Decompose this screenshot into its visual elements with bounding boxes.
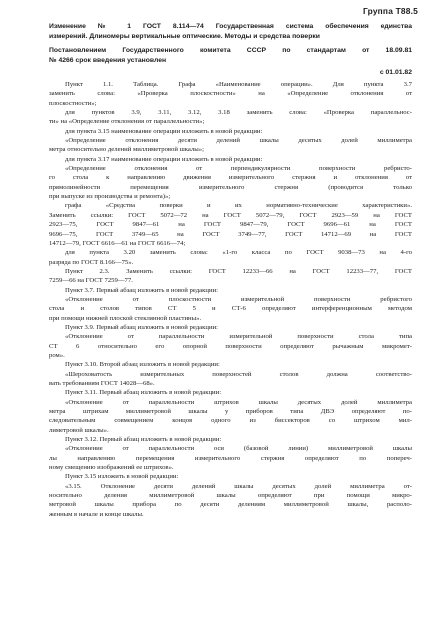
text-line: «Отклонение от параллельности измерительной поверхности стола типа: [65, 333, 412, 341]
text-line: 2923—75, ГОСТ 9847—61 на ГОСТ 9847—79, ГОСТ 9696—61 на ГОСТ: [49, 221, 412, 229]
text-line: для пунктов 3.9, 3.11, 3.12, 3.18 заменить слова: «Проверка параллельнос-: [65, 109, 412, 117]
text-line: при выпуске из производства и ремонта)»;: [49, 193, 171, 201]
document-body: [49, 80, 412, 519]
document-content: [49, 22, 412, 519]
text-line: метра штрихам миллиметровой шкалы у приборов типа ДВЭ определяют по-: [49, 408, 412, 416]
text-line: вать требованиям ГОСТ 14028—68».: [49, 380, 155, 387]
text-line: «Определение отклонения десяти делений шкалы десятых долей миллиметра: [65, 137, 412, 145]
text-line: разряда по ГОСТ 8.166—75».: [49, 258, 134, 266]
text-line: стола и столов типов СТ 5 и СТ-6 определяют интерференционным методом: [49, 305, 412, 313]
text-line: Пункт 3.11. Первый абзац изложить в новой редакции:: [65, 389, 222, 397]
text-line: «Определение отклонения от перпендикулярности поверхности ребристо-: [65, 165, 412, 173]
text-line: метровой шкалы прибора по десяти делениям миллиметровой шкалы, располо-: [49, 501, 412, 509]
header-line: измерений. Длиномеры вертикальные оптические. Методы и средства поверки: [49, 33, 320, 40]
text-line: лиметровой шкалы».: [49, 426, 109, 434]
text-line: «Отклонение от параллельности штрихов шкалы десятых долей миллиметра: [65, 398, 412, 406]
text-line: Пункт 3.10. Второй абзац изложить в новой редакции:: [65, 361, 220, 369]
effective-date: с 01.01.82: [379, 69, 412, 76]
text-line: Пункт 2.3. Заменить ссылки: ГОСТ 12233—66 на ГОСТ 12233—77, ГОСТ: [65, 267, 412, 275]
text-line: носительно деления миллиметровой шкалы определяют при помощи микро-: [49, 492, 412, 500]
text-line: 7259—66 на ГОСТ 7259—77.: [49, 277, 133, 285]
text-line: для пункта 3.15 наименование операции изложить в новой редакции:: [65, 127, 263, 135]
text-line: 9696—75, ГОСТ 3749—65 на ГОСТ 3749—77, ГОСТ 14712—69 на ГОСТ: [49, 230, 412, 238]
text-line: «3.15. Отклонение десяти делений шкалы десятых долей миллиметра от-: [65, 482, 412, 490]
header-line: Изменение № 1 ГОСТ 8.114—74 Государственная система обеспечения единства: [49, 23, 412, 30]
text-line: заменить слова: «Проверка плоскостности» на «Определение отклонения от: [49, 90, 412, 98]
header-line: № 4266 срок введения установлен: [49, 57, 167, 64]
text-line: лы направлению перемещения измерительного стержня определяют по попереч-: [49, 454, 412, 462]
text-line: плоскостности»;: [49, 99, 97, 107]
text-line: прямолинейности перемещения измерительного стержня (проводится только: [49, 183, 412, 191]
text-line: ром».: [49, 351, 65, 359]
text-line: «Отклонение от параллельности оси (базовой линии) миллиметровой шкалы: [65, 445, 412, 453]
text-line: Пункт 3.9. Первый абзац изложить в новой редакции:: [65, 323, 218, 331]
text-line: Пункт 3.15 изложить в новой редакции:: [65, 473, 179, 481]
text-line: при помощи нижней плоской стеклянной пластины».: [49, 314, 202, 322]
text-line: «Отклонение от плоскостности измерительной поверхности ребристого: [65, 295, 412, 303]
text-line: для пункта 3.20 заменить слова: «1-го класса по ГОСТ 9038—73 на 4-го: [65, 249, 412, 257]
text-line: графа «Средства поверки и их нормативно-технические характеристики».: [65, 202, 412, 210]
text-line: СТ 6 относительно его опорной поверхности определяют рычажным микромет-: [49, 342, 412, 350]
text-line: для пункта 3.17 наименование операции изложить в новой редакции:: [65, 155, 263, 163]
text-line: Пункт 1.1. Таблица. Графа «Наименование операции». Для пункта 3.7: [65, 81, 412, 88]
text-line: «Шероховатость измерительных поверхностей столов должна соответство-: [65, 370, 412, 378]
group-label: Группа Т88.5: [362, 6, 418, 16]
text-line: Пункт 3.12. Первый абзац изложить в новой редакции:: [65, 436, 222, 444]
text-line: го стола к направлению движения измерительного стержня и отклонения от: [49, 174, 412, 182]
text-line: 14712—79, ГОСТ 6616—61 на ГОСТ 6616—74;: [49, 239, 186, 247]
text-line: следовательным совмещением концов одного из биссекторов со штрихом мил-: [49, 417, 412, 425]
header-line: Постановлением Государственного комитета СССР по стандартам от 18.09.81: [49, 47, 412, 54]
text-line: ти» на «Определение отклонения от параллельности»;: [49, 118, 205, 126]
text-line: метра относительно делений миллиметровой шкалы»;: [49, 146, 204, 154]
amendment-header: [49, 22, 412, 66]
text-line: Пункт 3.7. Первый абзац изложить в новой редакции:: [65, 286, 218, 294]
text-line: ному смещению изображений ее штрихов».: [49, 464, 174, 472]
text-line: женным в начале и конце шкалы.: [49, 510, 144, 518]
text-line: Заменить ссылки: ГОСТ 5072—72 на ГОСТ 5072—79, ГОСТ 2923—59 на ГОСТ: [49, 211, 412, 219]
